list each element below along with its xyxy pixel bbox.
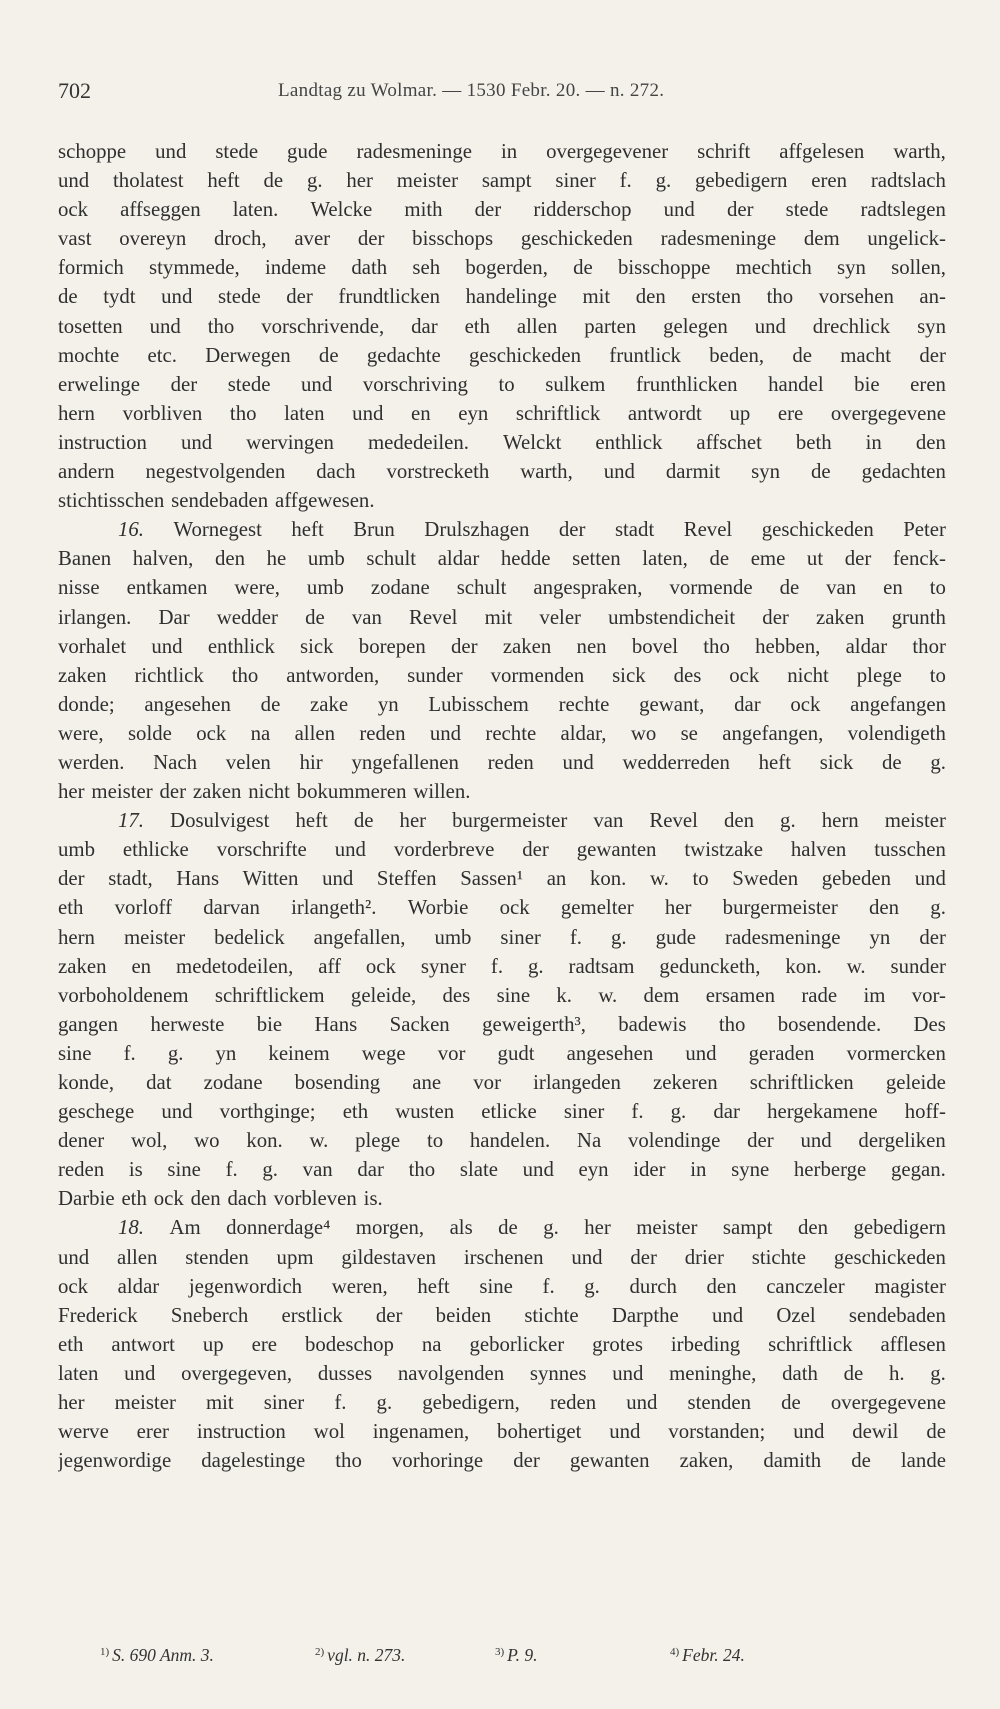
text-line: instruction und wervingen mededeilen. Welckt enthlick affschet beth in den — [58, 430, 946, 454]
text-line: donde; angesehen de zake yn Lubisschem rechte gewant, dar ock angefangen — [58, 692, 946, 716]
text-line: ock affseggen laten. Welcke mith der ridderschop und der stede radtslegen — [58, 198, 946, 222]
text-line: werden. Nach velen hir yngefallenen reden und wedderreden heft sick de g. — [58, 750, 946, 774]
text-line: zaken en medetodeilen, aff ock syner f. g. radtsam geduncketh, kon. w. sunder — [58, 954, 946, 978]
footnotes — [100, 1645, 920, 1675]
text-line: her meister mit siner f. g. gebedigern, reden und stenden de overgegevene — [58, 1391, 946, 1415]
text-line: eth antwort up ere bodeschop na geborlicker grotes irbeding schriftlick afflesen — [58, 1332, 946, 1356]
text-line: vorhalet und enthlick sick borepen der zaken nen bovel tho hebben, aldar thor — [58, 634, 946, 658]
footnote — [495, 1645, 537, 1666]
footnote-mark: 2) — [315, 1646, 325, 1658]
text-line: werve erer instruction wol ingenamen, bohertiget und vorstanden; und dewil de — [58, 1420, 946, 1444]
text-line: nisse entkamen were, umb zodane schult angespraken, vormende de van en to — [58, 576, 946, 600]
text-line: stichtisschen sendebaden affgewesen. — [58, 489, 375, 513]
footnote — [100, 1645, 214, 1666]
page-number: 702 — [58, 78, 91, 103]
footnote-mark: 1) — [100, 1646, 110, 1658]
text-line: erwelinge der stede und vorschriving to sulkem frunthlicken handel bie eren — [58, 372, 946, 396]
text-line: were, solde ock na allen reden und rechte aldar, wo se angefangen, volendigeth — [58, 721, 946, 745]
text-line: 17. Dosulvigest heft de her burgermeister van Revel den g. hern meister — [118, 809, 946, 833]
text-line: reden is sine f. g. van dar tho slate und eyn ider in syne herberge gegan. — [58, 1158, 946, 1182]
text-line: schoppe und stede gude radesmeninge in overgegevener schrift affgelesen warth, — [58, 140, 946, 163]
text-line: hern meister bedelick angefallen, umb siner f. g. gude radesmeninge yn der — [58, 925, 946, 949]
text-line: her meister der zaken nicht bokummeren willen. — [58, 780, 471, 804]
text-line: konde, dat zodane bosending ane vor irlangeden zekeren schriftlicken geleide — [58, 1071, 946, 1094]
footnote-mark: 3) — [495, 1646, 505, 1658]
running-title: Landtag zu Wolmar. — 1530 Febr. 20. — n. 272. — [278, 80, 665, 101]
page-header — [58, 78, 948, 106]
text-line: 18. Am donnerdage⁴ morgen, als de g. her meister sampt den gebedigern — [118, 1216, 946, 1240]
text-line: und allen stenden upm gildestaven irschenen und der drier stichte geschickeden — [58, 1245, 946, 1269]
text-line: formich stymmede, indeme dath seh bogerden, de bisschoppe mechtich syn sollen, — [58, 256, 946, 280]
text-line: vorboholdenem schriftlickem geleide, des sine k. w. dem ersamen rade im vor- — [58, 983, 946, 1007]
text-line: gangen herweste bie Hans Sacken geweigerth³, badewis tho bosendende. Des — [58, 1012, 946, 1036]
text-line: 16. Wornegest heft Brun Drulszhagen der stadt Revel geschickeden Peter — [118, 518, 946, 542]
body-text — [58, 137, 946, 1475]
text-line: jegenwordige dagelestinge tho vorhoringe der gewanten zaken, damith de lande — [58, 1449, 946, 1473]
footnote — [670, 1645, 745, 1666]
footnote-text: Febr. 24. — [682, 1645, 745, 1665]
text-line: mochte etc. Derwegen de gedachte geschickeden fruntlick beden, de macht der — [58, 343, 946, 367]
text-line: dener wol, wo kon. w. plege to handelen. Na volendinge der und dergeliken — [58, 1129, 946, 1153]
text-line: umb ethlicke vorschrifte und vorderbreve der gewanten twistzake halven tusschen — [58, 838, 946, 862]
footnote — [315, 1645, 405, 1666]
text-line: irlangen. Dar wedder de van Revel mit veler umbstendicheit der zaken grunth — [58, 605, 946, 629]
text-line: andern negestvolgenden dach vorstrecketh warth, und darmit syn de gedachten — [58, 460, 946, 484]
footnote-mark: 4) — [670, 1646, 680, 1658]
text-line: ock aldar jegenwordich weren, heft sine f. g. durch den canczeler magister — [58, 1274, 946, 1298]
text-line: geschege und vorthginge; eth wusten etlicke siner f. g. dar hergekamene hoff- — [58, 1100, 946, 1124]
text-line: hern vorbliven tho laten und en eyn schriftlick antwordt up ere overgegevene — [58, 401, 946, 425]
text-line: vast overeyn droch, aver der bisschops geschickeden radesmeninge dem ungelick- — [58, 227, 946, 251]
text-line: Banen halven, den he umb schult aldar hedde setten laten, de eme ut der fenck- — [58, 547, 946, 571]
text-line: de tydt und stede der frundtlicken handelinge mit den ersten tho vorsehen an- — [58, 285, 946, 309]
text-line: der stadt, Hans Witten und Steffen Sassen¹ an kon. w. to Sweden gebeden und — [58, 867, 946, 891]
text-line: tosetten und tho vorschrivende, dar eth allen parten gelegen und drechlick syn — [58, 314, 946, 338]
footnote-text: S. 690 Anm. 3. — [112, 1645, 214, 1665]
text-line: und tholatest heft de g. her meister sampt siner f. g. gebedigern eren radtslach — [58, 169, 946, 193]
text-line: sine f. g. yn keinem wege vor gudt angesehen und geraden vormercken — [58, 1041, 946, 1065]
footnote-text: P. 9. — [507, 1645, 538, 1665]
text-line: laten und overgegeven, dusses navolgenden synnes und meninghe, dath de h. g. — [58, 1361, 946, 1385]
text-line: eth vorloff darvan irlangeth². Worbie ock gemelter her burgermeister den g. — [58, 896, 946, 920]
text-line: zaken richtlick tho antworden, sunder vormenden sick des ock nicht plege to — [58, 663, 946, 687]
footnote-text: vgl. n. 273. — [327, 1645, 406, 1665]
text-line: Frederick Sneberch erstlick der beiden stichte Darpthe und Ozel sendebaden — [58, 1303, 946, 1327]
text-line: Darbie eth ock den dach vorbleven is. — [58, 1187, 383, 1211]
